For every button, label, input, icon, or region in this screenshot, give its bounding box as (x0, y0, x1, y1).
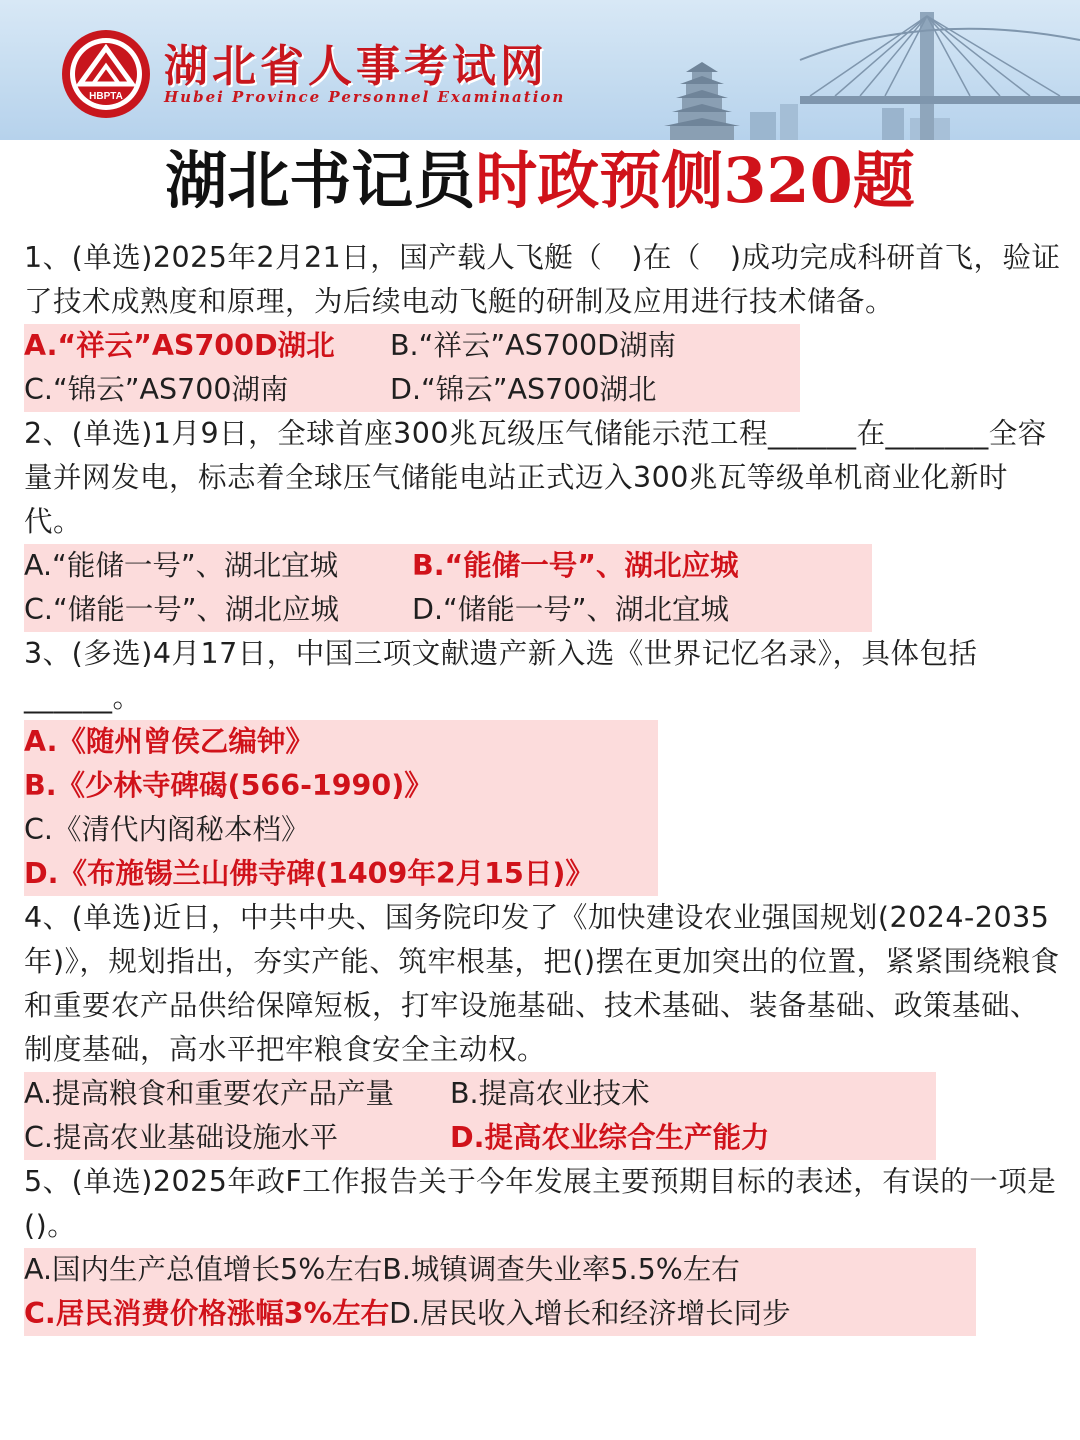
option-c: C.“储能一号”、湖北应城 (24, 593, 339, 626)
question-text: 5、(单选)2025年政F工作报告关于今年发展主要预期目标的表述，有误的一项是()。 (24, 1165, 1057, 1242)
option-line (24, 588, 872, 632)
option-line (24, 1072, 936, 1116)
option-b: B.“祥云”AS700D湖南 (390, 329, 677, 362)
option-line (24, 852, 658, 896)
option-block (24, 544, 872, 632)
option-line (24, 764, 658, 808)
option-c: C.“锦云”AS700湖南 (24, 373, 289, 406)
question-text: 2、(单选)1月9日，全球首座300兆瓦级压气储能示范工程______在_______全容量并网发电，标志着全球压气储能电站正式迈入300兆瓦等级单机商业化新时代。 (24, 417, 1047, 538)
option-line (24, 1292, 976, 1336)
question-text: 1、(单选)2025年2月21日，国产载人飞艇（ )在（ )成功完成科研首飞，验证了技术成熟度和原理，为后续电动飞艇的研制及应用进行技术储备。 (24, 241, 1061, 318)
option-line (24, 1248, 976, 1292)
option-d: D.居民收入增长和经济增长同步 (389, 1297, 791, 1330)
logo-text: HBPTA (89, 91, 123, 102)
title-part-red: 时政预侧320题 (475, 144, 915, 217)
option-line (24, 544, 872, 588)
option-c: C.《清代内阁秘本档》 (24, 813, 310, 846)
option-line (24, 808, 658, 852)
site-name-en: Hubei Province Personnel Examination (164, 88, 566, 106)
option-d-correct: D.《布施锡兰山佛寺碑(1409年2月15日)》 (24, 857, 594, 890)
option-block (24, 1248, 976, 1336)
site-name: 湖北省人事考试网 (164, 41, 548, 92)
option-d-correct: D.提高农业综合生产能力 (450, 1121, 770, 1154)
question-text: 3、(多选)4月17日，中国三项文献遗产新入选《世界记忆名录》，具体包括______。 (24, 637, 978, 714)
option-b-correct: B.《少林寺碑碣(566-1990)》 (24, 769, 433, 802)
option-block (24, 720, 658, 896)
option-block (24, 324, 800, 412)
option-b: B.城镇调查失业率5.5%左右 (382, 1253, 740, 1286)
title-part-black: 湖北书记员 (165, 144, 476, 217)
option-d: D.“锦云”AS700湖北 (390, 373, 657, 406)
option-a: A.提高粮食和重要农产品产量 (24, 1077, 395, 1110)
option-block (24, 1072, 936, 1160)
option-a-correct: A.“祥云”AS700D湖北 (24, 329, 335, 362)
option-b: B.提高农业技术 (450, 1077, 650, 1110)
option-b-correct: B.“能储一号”、湖北应城 (412, 549, 739, 582)
option-a: A.国内生产总值增长5%左右 (24, 1253, 383, 1286)
option-c-correct: C.居民消费价格涨幅3%左右 (24, 1297, 390, 1330)
page-title (0, 140, 1080, 222)
option-c: C.提高农业基础设施水平 (24, 1121, 338, 1154)
option-line (24, 324, 800, 368)
question-text: 4、(单选)近日，中共中央、国务院印发了《加快建设农业强国规划(2024-2035年)》，规划指出，夯实产能、筑牢根基，把()摆在更加突出的位置，紧紧围绕粮食和重要农产品供给保障短板，打牢设施基础、技术基础、装备基础、政策基础、制度基础，高水平把牢粮食安全主动权。 (24, 901, 1060, 1066)
option-a: A.“能储一号”、湖北宜城 (24, 549, 339, 582)
city-bridge-illustration (620, 0, 1080, 140)
question-list (24, 236, 1064, 1336)
option-d: D.“储能一号”、湖北宜城 (412, 593, 730, 626)
option-a-correct: A.《随州曾侯乙编钟》 (24, 725, 314, 758)
option-line (24, 368, 800, 412)
site-banner (0, 0, 1080, 140)
hbpta-logo (60, 28, 152, 120)
option-line (24, 720, 658, 764)
option-line (24, 1116, 936, 1160)
